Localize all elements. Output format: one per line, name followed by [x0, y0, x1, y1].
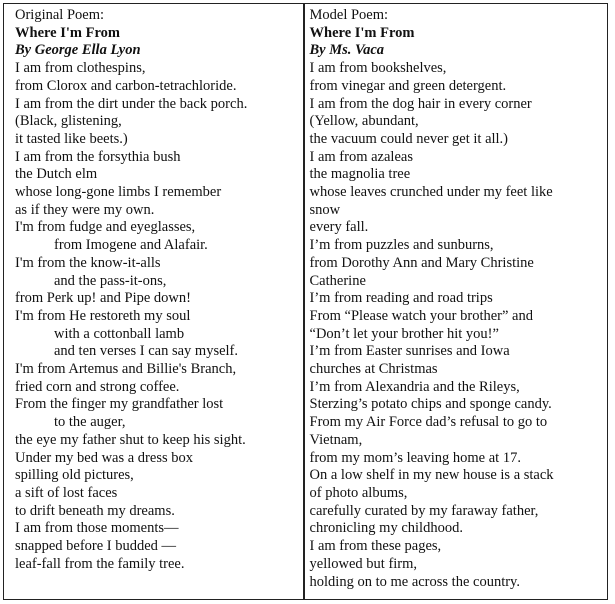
poem-line: I am from clothespins,: [15, 60, 146, 77]
poem-line: chronicling my childhood.: [309, 520, 463, 537]
poem-line: I am from azaleas: [309, 148, 413, 165]
poem-line: I am from these pages,: [309, 538, 442, 555]
poem-line: churches at Christmas: [309, 361, 438, 378]
poem-line: I am from the forsythia bush: [15, 148, 181, 165]
poem-line: I’m from Alexandria and the Rileys,: [309, 378, 520, 395]
poem-line: I am from the dog hair in every corner: [309, 95, 532, 112]
original-poem-title: Where I'm From: [15, 24, 120, 41]
poem-line: snapped before I budded —: [15, 538, 177, 555]
poem-line: From my Air Force dad’s refusal to go to: [309, 414, 548, 431]
poem-line: to the auger,: [54, 414, 126, 431]
poem-line: Vietnam,: [309, 431, 363, 448]
poem-line: I’m from Easter sunrises and Iowa: [309, 343, 510, 360]
original-poem-heading: Original Poem:: [15, 7, 105, 23]
poem-line: I am from bookshelves,: [309, 60, 447, 77]
poem-line: Catherine: [309, 272, 366, 289]
poem-line: I am from those moments—: [15, 520, 179, 537]
poem-line: from Clorox and carbon-tetrachloride.: [15, 77, 237, 94]
poem-line: a sift of lost faces: [15, 484, 118, 501]
model-poem-title: Where I'm From: [309, 24, 415, 41]
poem-line: spilling old pictures,: [15, 467, 134, 484]
model-poem-heading: Model Poem:: [309, 7, 389, 23]
poem-line: with a cottonball lamb: [54, 325, 185, 342]
poem-line: the magnolia tree: [309, 166, 411, 183]
poem-line: Under my bed was a dress box: [15, 449, 193, 466]
poem-line: whose leaves crunched under my feet like: [309, 184, 553, 201]
poem-line: whose long-gone limbs I remember: [15, 184, 222, 201]
original-poem-column: [4, 4, 303, 599]
poem-comparison-table: [3, 3, 608, 600]
poem-line: fried corn and strong coffee.: [15, 378, 180, 395]
model-poem-column: [305, 4, 607, 599]
poem-line: Sterzing’s potato chips and sponge candy.: [309, 396, 552, 413]
poem-line: leaf-fall from the family tree.: [15, 555, 185, 572]
poem-line: from vinegar and green detergent.: [309, 77, 507, 94]
poem-line: as if they were my own.: [15, 201, 155, 218]
poem-line: snow: [309, 201, 341, 218]
poem-line: I am from the dirt under the back porch.: [15, 95, 248, 112]
poem-line: from Perk up! and Pipe down!: [15, 290, 191, 307]
poem-line: from my mom’s leaving home at 17.: [309, 449, 521, 466]
poem-line: (Black, glistening,: [15, 113, 122, 130]
poem-line: yellowed but firm,: [309, 555, 418, 572]
poem-line: every fall.: [309, 219, 369, 236]
poem-line: the Dutch elm: [15, 166, 98, 183]
poem-line: I'm from Artemus and Billie's Branch,: [15, 361, 237, 378]
poem-line: to drift beneath my dreams.: [15, 502, 175, 519]
poem-line: and ten verses I can say myself.: [54, 343, 239, 360]
poem-line: I'm from He restoreth my soul: [15, 307, 191, 324]
poem-line: carefully curated by my faraway father,: [309, 502, 539, 519]
model-poem-author: By Ms. Vaca: [309, 42, 385, 59]
poem-line: I’m from reading and road trips: [309, 290, 493, 307]
poem-line: the vacuum could never get it all.): [309, 130, 509, 147]
poem-line: From “Please watch your brother” and: [309, 307, 533, 324]
poem-line: From the finger my grandfather lost: [15, 396, 224, 413]
poem-line: it tasted like beets.): [15, 130, 128, 147]
poem-line: I’m from puzzles and sunburns,: [309, 237, 494, 254]
poem-line: of photo albums,: [309, 484, 408, 501]
poem-line: (Yellow, abundant,: [309, 113, 419, 130]
poem-line: and the pass-it-ons,: [54, 272, 167, 289]
poem-line: I'm from the know-it-alls: [15, 254, 161, 271]
poem-line: the eye my father shut to keep his sight.: [15, 431, 246, 448]
poem-line: “Don’t let your brother hit you!”: [309, 325, 499, 342]
original-poem-lines: [15, 60, 298, 573]
poem-line: from Imogene and Alafair.: [54, 237, 208, 254]
poem-line: On a low shelf in my new house is a stack: [309, 467, 554, 484]
poem-line: from Dorothy Ann and Mary Christine: [309, 254, 534, 271]
poem-line: holding on to me across the country.: [309, 573, 520, 590]
model-poem-lines: [310, 60, 603, 591]
original-poem-author: By George Ella Lyon: [15, 42, 141, 59]
poem-line: I'm from fudge and eyeglasses,: [15, 219, 196, 236]
